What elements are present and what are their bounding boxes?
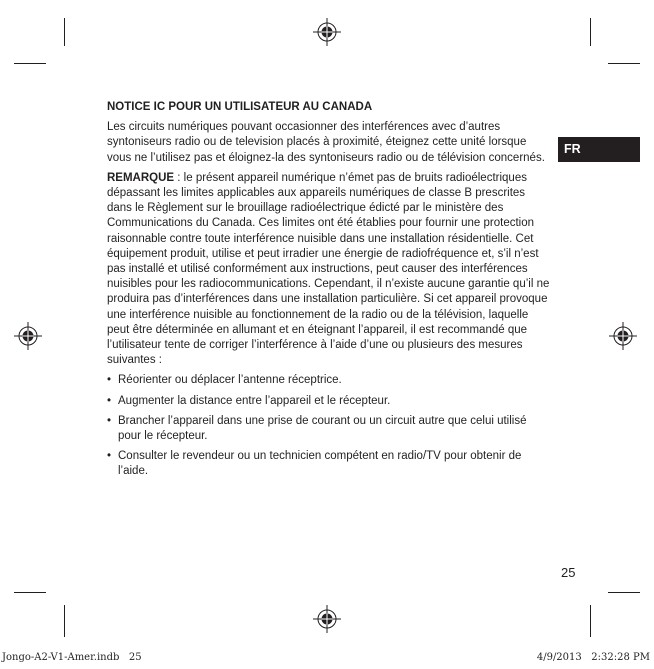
- crop-mark-top-left-vertical: [64, 18, 65, 46]
- language-tab: FR: [558, 137, 640, 162]
- registration-mark-icon: [313, 18, 341, 46]
- list-item: [107, 449, 552, 479]
- list-item-text: Consulter le revendeur ou un technicien compétent en radio/TV pour obtenir de l’aide.: [118, 450, 522, 478]
- crop-mark-top-right-vertical: [590, 18, 591, 46]
- list-item-text: Réorienter ou déplacer l’antenne réceptrice.: [118, 374, 342, 387]
- registration-mark-icon: [609, 322, 637, 350]
- crop-mark-bottom-right-horizontal: [608, 592, 640, 593]
- slug-file: Jongo-A2-V1-Amer.indb 25: [2, 652, 142, 663]
- list-item-text: Augmenter la distance entre l’appareil et le récepteur.: [118, 394, 391, 407]
- bullet-symbol: •: [107, 414, 112, 427]
- bullet-symbol: •: [107, 394, 112, 407]
- measures-list: [107, 373, 552, 479]
- list-item: [107, 373, 552, 388]
- registration-mark-icon: [313, 605, 341, 633]
- remarque-paragraph: [107, 171, 552, 369]
- remarque-text: : le présent appareil numérique n’émet pas de bruits radioélectriques dépassant les limites applicables aux appareils numériques de classe B prescrites dans le Règlement sur le brouillage radioélectrique édicté par le ministère des Communications du Canada. Ces limites ont été établies pour fournir une protection raisonnable contre toute interférence nuisible dans une installation résidentielle. Cet équipement produit, utilise et peut irradier une énergie de radiofréquence et, s’il n’est pas installé et utilisé conformément aux instructions, peut causer des interférences nuisibles pour les radiocommunications. Cependant, il n’existe aucune garantie qu’il ne produira pas d’interférences dans une installation particulière. Si cet appareil provoque une interférence nuisible au fonctionnement de la radio ou de la télévision, laquelle peut être déterminée en allumant et en éteignant l’appareil, il est recommandé que l’utilisateur tente de corriger l’interférence à l’aide d’une ou plusieurs des mesures suivantes :: [107, 171, 550, 367]
- bullet-symbol: •: [107, 450, 112, 463]
- intro-paragraph: Les circuits numériques pouvant occasionner des interférences avec d’autres syntoniseurs radio ou de television placés à proximité, éteignez cette unité lorsque vous ne l’utilisez pas et éloignez-la des syntoniseurs radio ou de télévision concernés.: [107, 121, 545, 164]
- crop-mark-bottom-left-horizontal: [14, 592, 46, 593]
- crop-mark-bottom-right-vertical: [590, 605, 591, 637]
- list-item: [107, 414, 552, 444]
- list-item-text: Brancher l’appareil dans une prise de courant ou un circuit autre que celui utilisé pour le récepteur.: [118, 414, 527, 443]
- notice-section: [107, 100, 552, 485]
- list-item: [107, 394, 552, 409]
- registration-mark-icon: [14, 322, 42, 350]
- crop-mark-bottom-left-vertical: [64, 605, 65, 637]
- remarque-label: REMARQUE: [107, 171, 175, 184]
- notice-heading: NOTICE IC POUR UN UTILISATEUR AU CANADA: [107, 101, 373, 113]
- crop-mark-top-right-horizontal: [608, 63, 640, 64]
- page-number: 25: [561, 565, 576, 580]
- slug-date: 4/9/2013 2:32:28 PM: [536, 652, 650, 663]
- crop-mark-top-left-horizontal: [14, 63, 46, 64]
- bullet-symbol: •: [107, 374, 112, 387]
